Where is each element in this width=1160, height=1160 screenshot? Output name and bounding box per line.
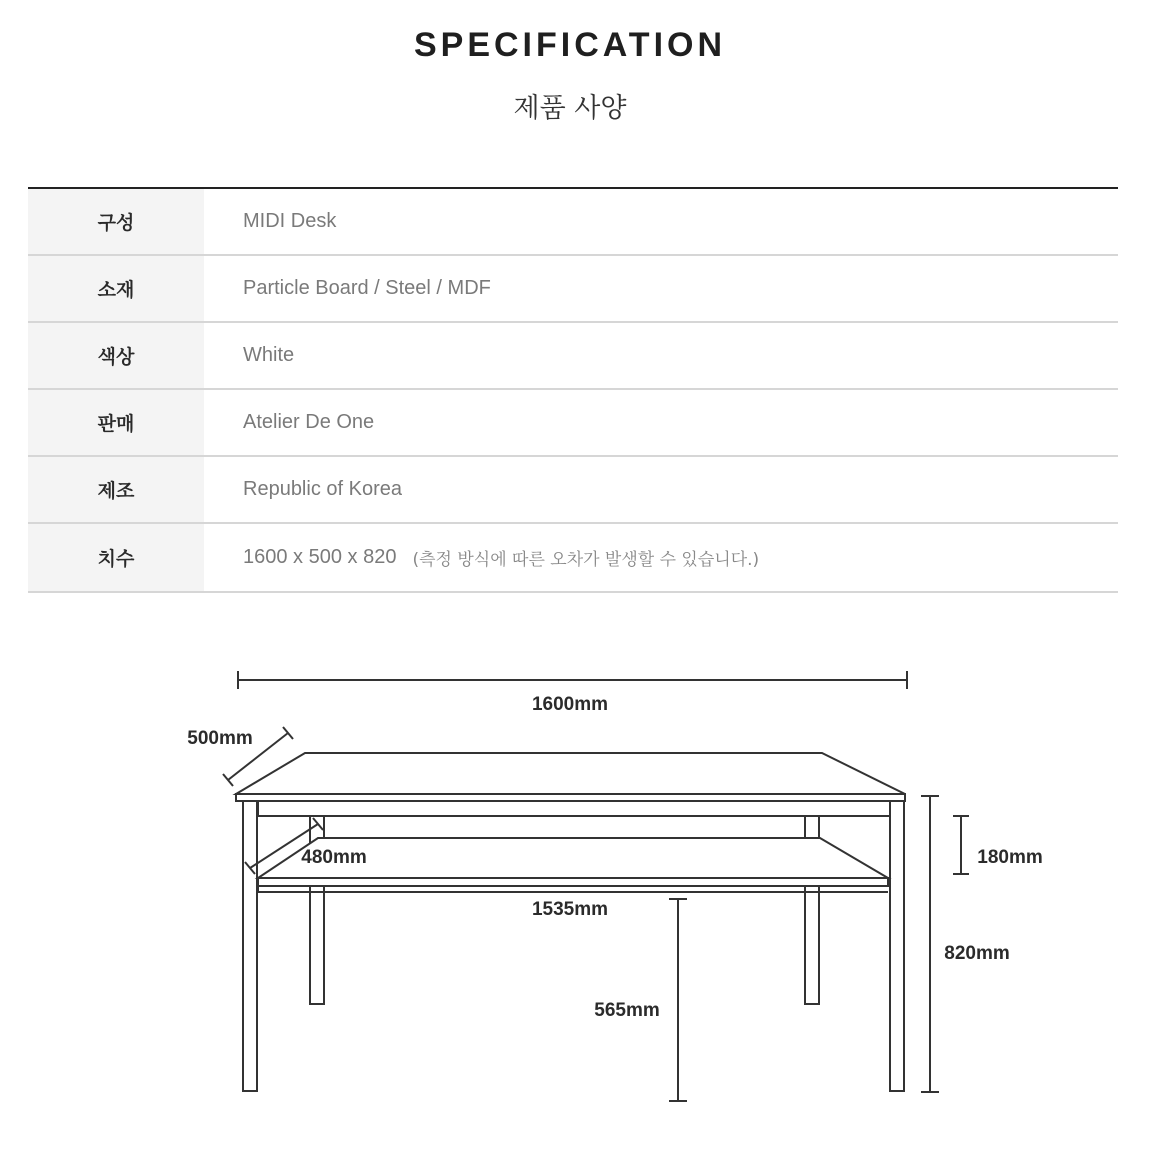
front-left-leg — [243, 801, 257, 1091]
dimension-value: 1600 x 500 x 820 — [243, 546, 397, 568]
spec-value: White — [243, 344, 295, 366]
shelf-width-label: 1535mm — [531, 899, 609, 920]
depth-tick-a — [223, 774, 233, 786]
spec-label: 치수 — [28, 524, 204, 591]
dimension-note: (측정 방식에 따른 오차가 발생할 수 있습니다.) — [412, 550, 760, 570]
tabletop-edge — [236, 794, 905, 801]
page-subtitle: 제품 사양 — [513, 93, 627, 124]
spec-label: 판매 — [28, 390, 204, 455]
spec-value: Republic of Korea — [243, 478, 402, 500]
front-right-leg — [890, 801, 904, 1091]
spec-label: 구성 — [28, 189, 204, 254]
spec-value: Atelier De One — [243, 411, 375, 433]
shelf-edge — [258, 878, 888, 886]
total-height-label: 820mm — [944, 943, 1010, 964]
spec-label: 제조 — [28, 457, 204, 522]
page-title: SPECIFICATION — [413, 26, 727, 64]
depth-label: 500mm — [187, 728, 253, 749]
spec-label: 소재 — [28, 256, 204, 321]
spec-value: MIDI Desk — [243, 210, 337, 232]
width-label: 1600mm — [531, 694, 609, 715]
floor-to-shelf-label: 565mm — [594, 1000, 660, 1021]
shelf-depth-label: 480mm — [301, 847, 367, 868]
desk-drawing — [223, 671, 969, 1101]
spec-value: Particle Board / Steel / MDF — [243, 277, 491, 299]
shelf-height-label: 180mm — [977, 847, 1043, 868]
tabletop-surface — [236, 753, 905, 794]
spec-label: 색상 — [28, 323, 204, 388]
depth-tick-b — [283, 727, 293, 739]
